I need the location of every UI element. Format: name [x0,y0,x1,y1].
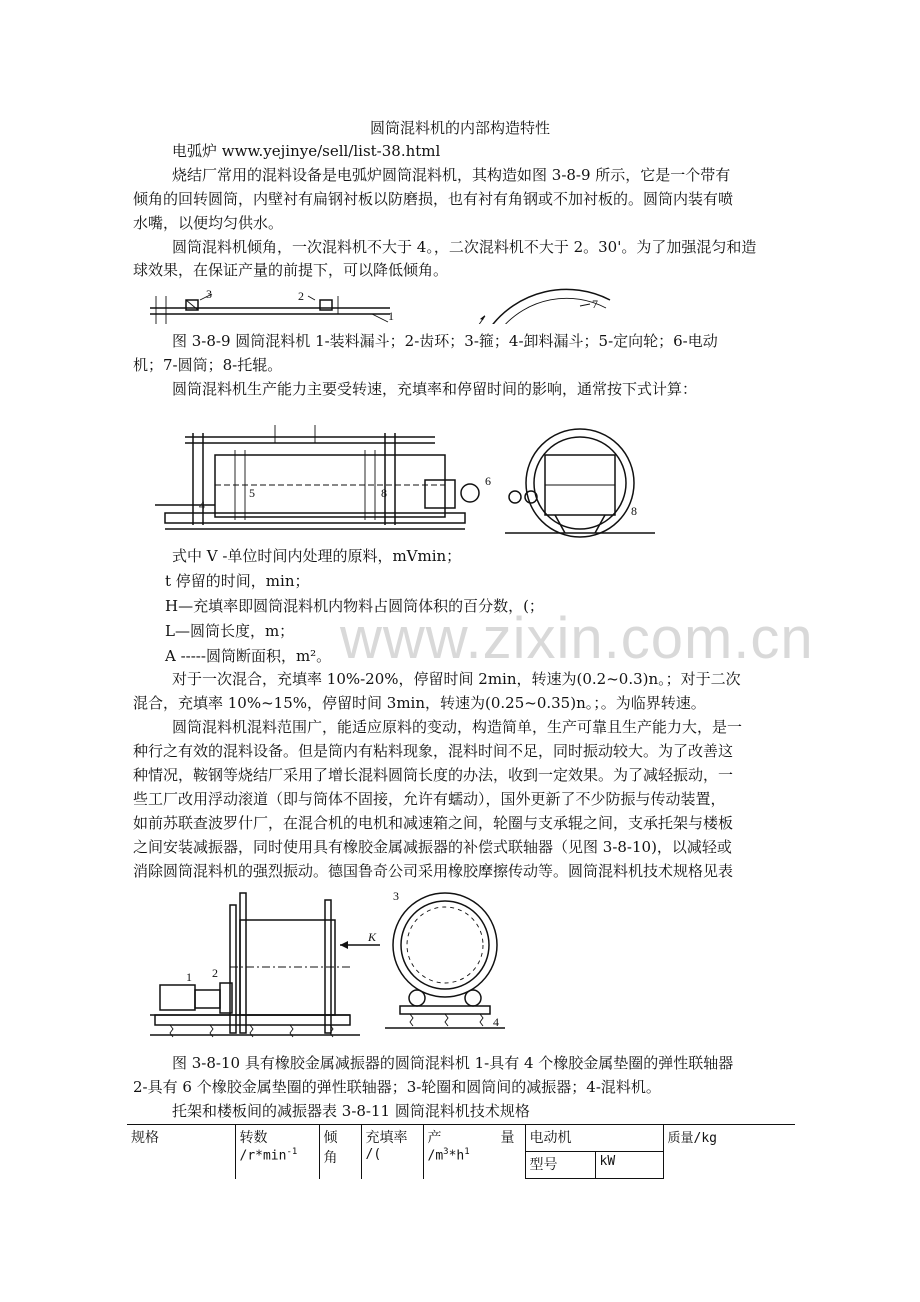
fig1-label: 1 [388,309,394,323]
spec-table [127,1124,795,1179]
def-line: 式中 V -单位时间内处理的原料，mVmin； [172,547,462,565]
fig1-label: 2 [298,289,304,303]
def-line: H—充填率即圆筒混料机内物料占圆筒体积的百分数，(； [165,597,544,615]
fig3-label: 2 [212,966,218,980]
para-line: 倾角的回转圆筒，内壁衬有扁钢衬板以防磨损，也有衬有角钢或不加衬板的。圆筒内装有喷 [133,190,734,208]
table-header-cell: 倾 角 [319,1125,361,1179]
para-line: 消除圆筒混料机的强烈振动。德国鲁奇公司采用橡胶摩擦传动等。圆筒混料机技术规格见表 [133,862,734,880]
para-line: 混合，充填率 10%~15%，停留时间 3min，转速为(0.25~0.35)n。；。为临界转速。 [133,694,706,712]
para-line: 如前苏联查波罗什厂，在混合机的电机和减速箱之间，轮圈与支承辊之间，支承托架与楼板 [133,814,734,832]
table-header-cell: 转数 $/r*\min^{-1}$ [235,1125,319,1179]
table-header-cell: 规格 [127,1125,235,1179]
table-header-cell: 质量/kg [663,1125,795,1179]
table-header-cell: 充填率 /( [361,1125,423,1179]
fig2-label: 4 [199,498,205,512]
para-line: 种情况，鞍钢等烧结厂采用了增长混料圆筒长度的办法，收到一定效果。为了减轻振动，一 [133,766,734,784]
para-line: 圆筒混料机生产能力主要受转速，充填率和停留时间的影响，通常按下式计算： [172,380,698,398]
table-header-cell: 型号 [525,1152,595,1179]
fig2-label: 6 [485,474,491,488]
para-line: 烧结厂常用的混料设备是电弧炉圆筒混料机，其构造如图 3-8-9 所示，它是一个带有 [172,166,731,184]
fig1-label: 7 [592,297,598,311]
figure-caption: 图 3-8-10 具有橡胶金属减振器的圆筒混料机 1-具有 4 个橡胶金属垫圈的弹性联轴器 [172,1054,734,1072]
figure-caption: 机；7-圆筒；8-托辊。 [133,356,283,374]
para-line: 圆筒混料机混料范围广，能适应原料的变动，构造简单，生产可靠且生产能力大，是一 [172,718,743,736]
def-line: t 停留的时间，min； [165,572,310,590]
fig2-label: 8 [631,504,637,518]
figure-3-8-9-partial [140,288,620,324]
figure-mixer-side-view [145,425,505,545]
fig1-label: 3 [206,288,212,301]
figure-caption: 图 3-8-9 圆筒混料机 1-装料漏斗；2-齿环；3-箍；4-卸料漏斗；5-定向轮；6-电动 [172,332,718,350]
fig3-label: 4 [493,1015,499,1029]
figure-3-8-10-end-view [385,880,505,1045]
table-header-cell: 电动机 [525,1125,663,1152]
fig2-label: 5 [249,486,255,500]
figure-mixer-end-view [495,425,665,545]
def-line: L—圆筒长度，m； [165,622,295,640]
table-row [127,1125,795,1152]
para-line: 水嘴，以便均匀供水。 [133,214,284,232]
fig3-label: K [368,930,377,944]
watermark: www.zixin.com.cn [340,606,814,671]
source-line: 电弧炉 www.yejinye/sell/list-38.html [172,142,441,160]
fig2-label: 8 [381,486,387,500]
para-line: 圆筒混料机倾角，一次混料机不大于 4。，二次混料机不大于 2。30'。为了加强混匀和造 [172,238,757,256]
para-line: 些工厂改用浮动滚道（即与筒体不固接，允许有蠕动），国外更新了不少防振与传动装置， [133,790,726,808]
figure-caption: 2-具有 6 个橡胶金属垫圈的弹性联轴器；3-轮圈和圆筒间的减振器；4-混料机。 [133,1078,661,1096]
para-line: 种行之有效的混料设备。但是筒内有粘料现象，混料时间不足，同时振动较大。为了改善这 [133,742,734,760]
fig3-label: 3 [393,889,399,903]
para-line: 对于一次混合，充填率 10%-20%，停留时间 2min，转速为(0.2~0.3)n。；对于二次 [172,670,741,688]
table-intro: 托架和楼板间的减振器表 3-8-11 圆筒混料机技术规格 [172,1102,530,1120]
fig3-label: 1 [186,970,192,984]
para-line: 球效果，在保证产量的前提下，可以降低倾角。 [133,261,449,279]
table-header-cell: kW [595,1152,663,1179]
def-line: A -----圆筒断面积，m²。 [165,647,332,665]
para-line: 之间安装减振器，同时使用具有橡胶金属减振器的补偿式联轴器（见图 3-8-10)，以减轻或 [133,838,732,856]
table-header-cell: 产 量 $/m^3*h^1$ [423,1125,525,1179]
doc-title: 圆筒混料机的内部构造特性 [369,119,550,137]
